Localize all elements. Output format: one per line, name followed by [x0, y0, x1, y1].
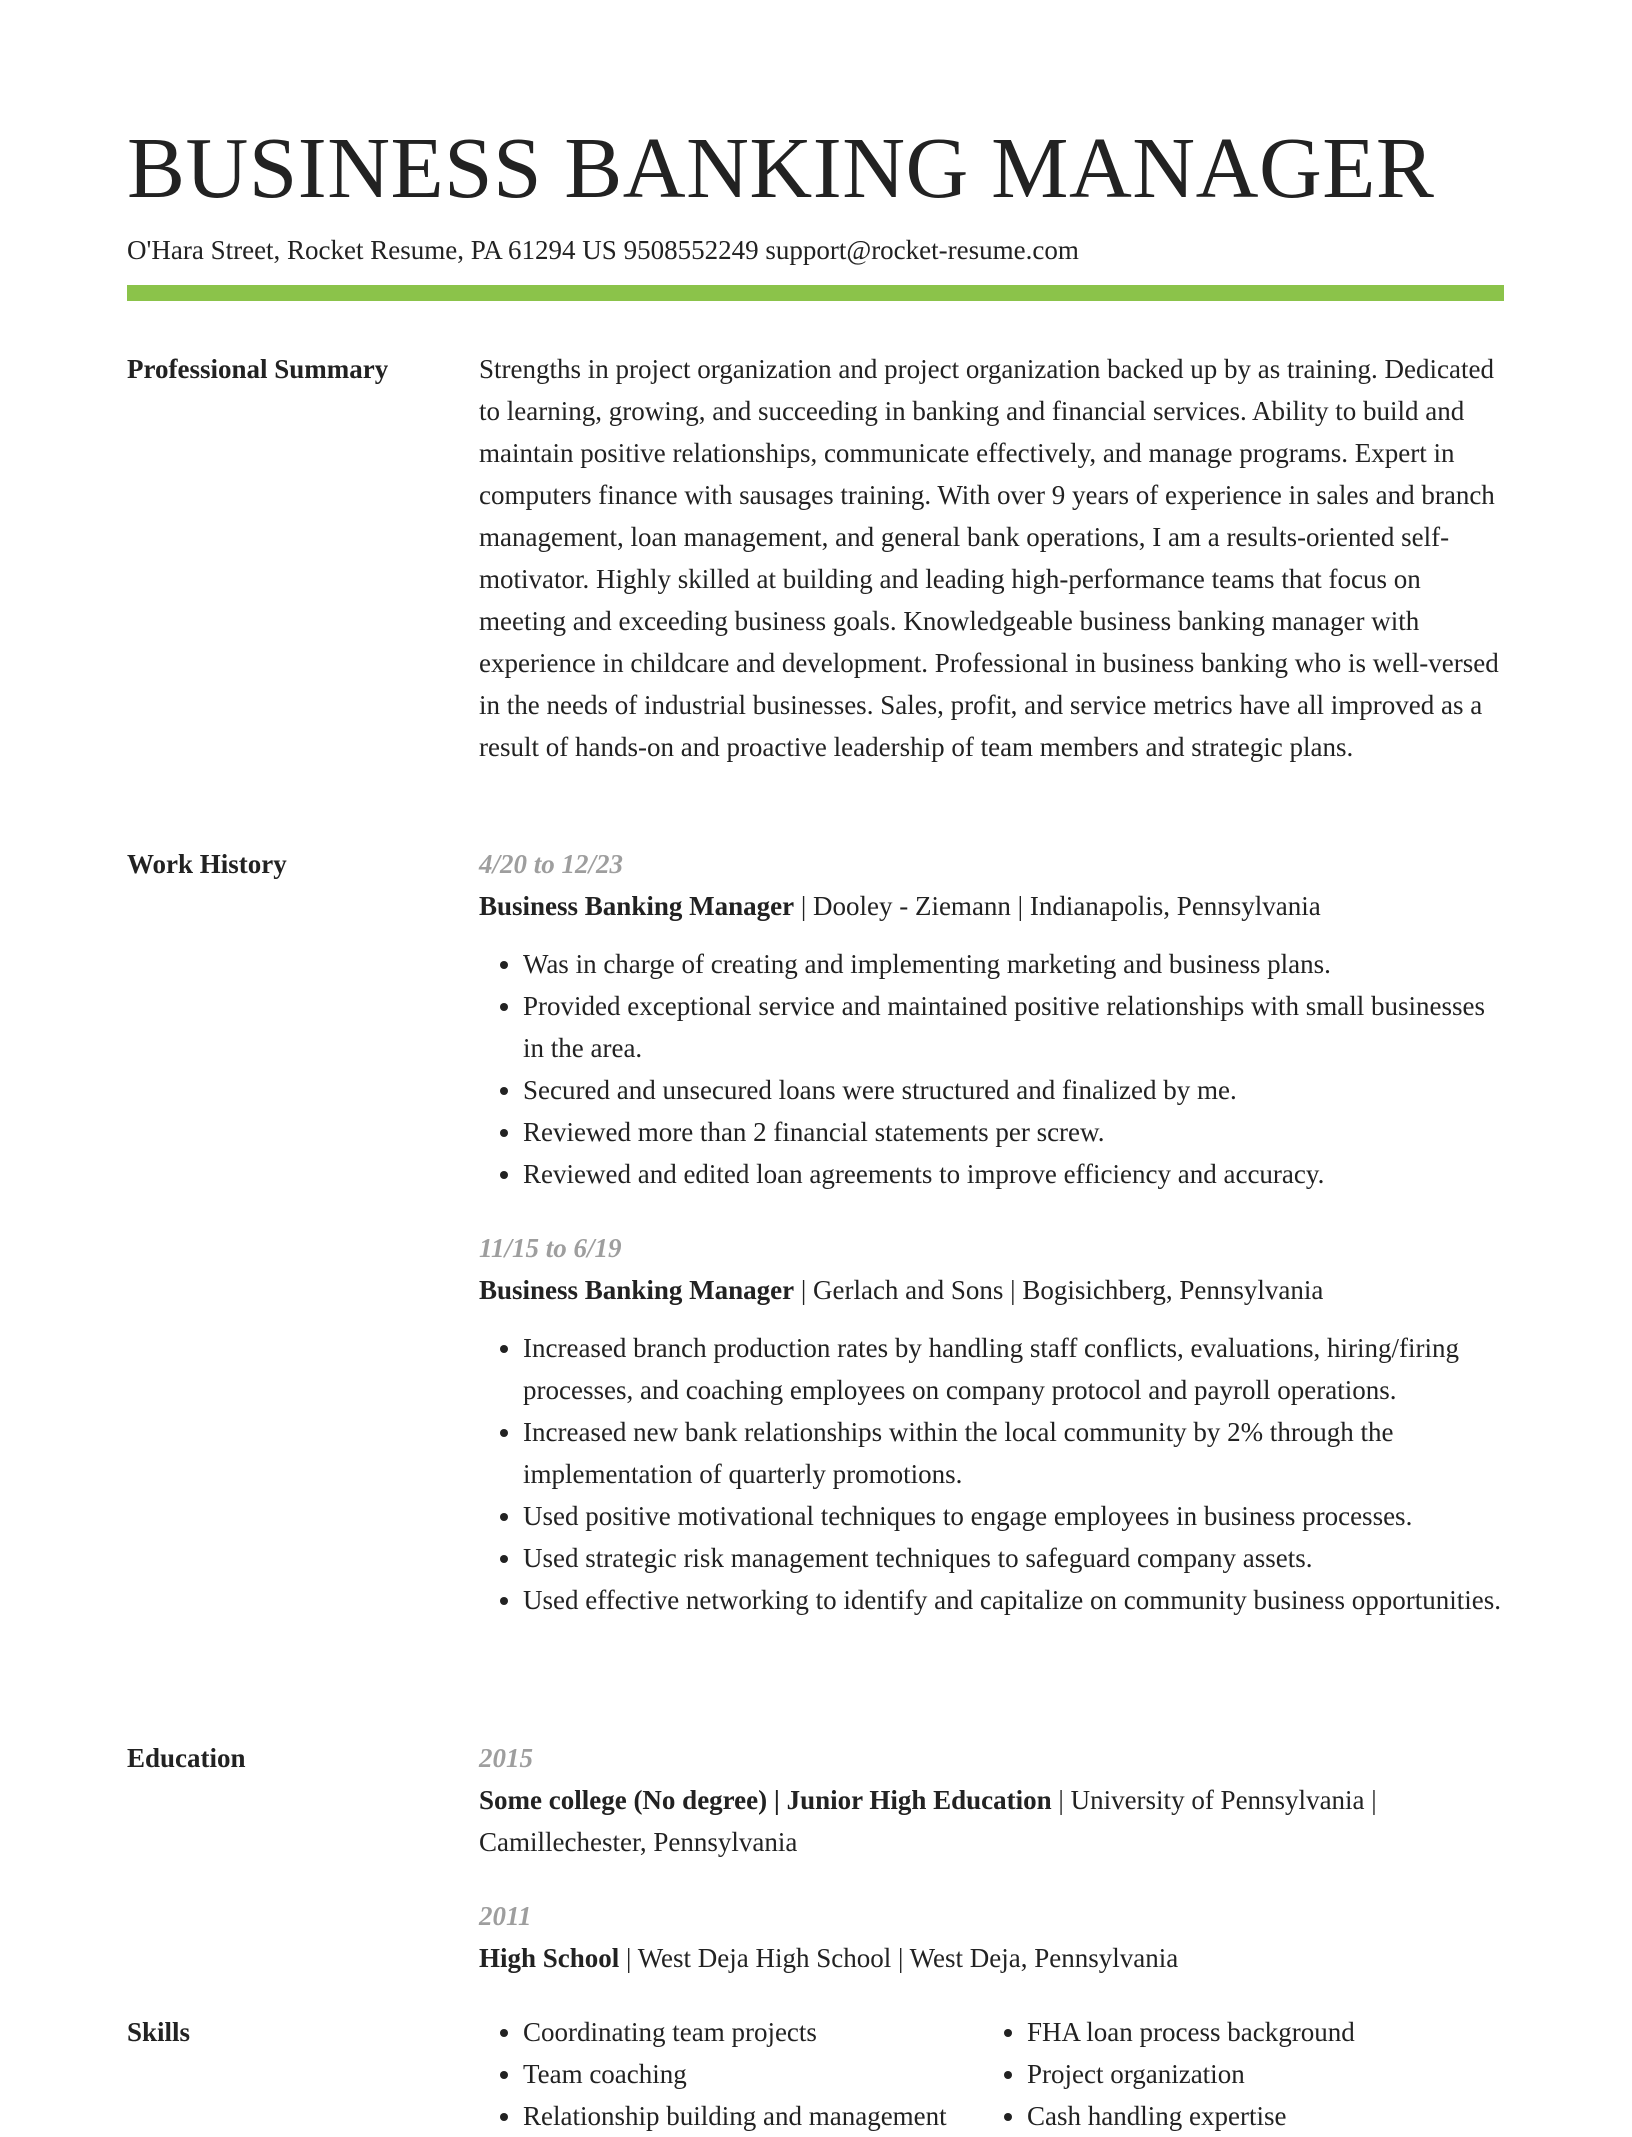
list-item: • Cash handling expertise — [1027, 2095, 1487, 2137]
list-item: • Provided exceptional service and maintained positive relationships with small businesses in the area. — [523, 985, 1504, 1069]
list-item: • FHA loan process background — [1027, 2011, 1487, 2053]
list-item: • Increased new bank relationships within the local community by 2% through the implementation of quarterly promotions. — [523, 1411, 1504, 1495]
job-role-line — [479, 1269, 1504, 1311]
list-item: • Secured and unsecured loans were structured and finalized by me. — [523, 1069, 1504, 1111]
education-degree: Some college (No degree) | Junior High Education — [479, 1785, 1052, 1815]
accent-divider — [127, 285, 1504, 301]
job-dates: 11/15 to 6/19 — [479, 1233, 622, 1263]
list-item: • Reviewed more than 2 financial statements per screw. — [523, 1111, 1504, 1153]
job-details: | Gerlach and Sons | Bogisichberg, Pennsylvania — [794, 1275, 1324, 1305]
job-entry — [479, 843, 1504, 1195]
section-label: Work History — [127, 849, 287, 879]
skills-body — [479, 2011, 1504, 2137]
education-line — [479, 1779, 1504, 1863]
section-label: Professional Summary — [127, 354, 389, 384]
education-degree: High School — [479, 1943, 620, 1973]
job-role-line — [479, 885, 1504, 927]
list-item: • Reviewed and edited loan agreements to improve efficiency and accuracy. — [523, 1153, 1504, 1195]
resume-title: BUSINESS BANKING MANAGER — [127, 119, 1435, 216]
list-item: • Used effective networking to identify and capitalize on community business opportunities. — [523, 1579, 1504, 1621]
list-item: • Relationship building and management — [523, 2095, 983, 2137]
work-history-body — [479, 843, 1504, 1653]
list-item: • Project organization — [1027, 2053, 1487, 2095]
education-line — [479, 1937, 1504, 1979]
list-item: • Used positive motivational techniques to engage employees in business processes. — [523, 1495, 1504, 1537]
skills-list-right — [983, 2011, 1487, 2137]
list-item: • Coordinating team projects — [523, 2011, 983, 2053]
education-entry — [479, 1737, 1504, 1863]
summary-text: Strengths in project organization and project organization backed up by as training. Dedicated to learning, growing, and succeeding in banking and financial services. Ability to build and maintain positive relationships, communicate effectively, and manage programs. Expert in computers finance with sausages training. With over 9 years of experience in sales and branch management, loan management, and general bank operations, I am a results-oriented self-motivator. Highly skilled at building and leading high-performance teams that focus on meeting and exceeding business goals. Knowledgeable business banking manager with experience in childcare and development. Professional in business banking who is well-versed in the needs of industrial businesses. Sales, profit, and service metrics have all improved as a result of hands-on and proactive leadership of team members and strategic plans. — [479, 354, 1499, 762]
list-item: • Team coaching — [523, 2053, 983, 2095]
job-bullets — [479, 943, 1504, 1195]
education-year: 2011 — [479, 1901, 532, 1931]
job-entry — [479, 1227, 1504, 1621]
summary-body — [479, 348, 1504, 768]
education-details: | University of Pennsylvania | Camillechester, Pennsylvania — [479, 1785, 1377, 1857]
list-item: • Was in charge of creating and implementing marketing and business plans. — [523, 943, 1504, 985]
job-bullets — [479, 1327, 1504, 1621]
section-label: Education — [127, 1743, 246, 1773]
skills-columns — [479, 2011, 1504, 2137]
job-title: Business Banking Manager — [479, 1275, 795, 1305]
job-title: Business Banking Manager — [479, 891, 795, 921]
education-entry — [479, 1895, 1504, 1979]
skills-list-left — [479, 2011, 983, 2137]
contact-line: O'Hara Street, Rocket Resume, PA 61294 US 9508552249 support@rocket-resume.com — [127, 235, 1079, 265]
list-item: • Increased branch production rates by handling staff conflicts, evaluations, hiring/firing processes, and coaching employees on company protocol and payroll operations. — [523, 1327, 1504, 1411]
job-details: | Dooley - Ziemann | Indianapolis, Pennsylvania — [794, 891, 1321, 921]
education-body — [479, 1737, 1504, 2011]
education-year: 2015 — [479, 1743, 533, 1773]
job-dates: 4/20 to 12/23 — [479, 849, 624, 879]
education-details: | West Deja High School | West Deja, Pennsylvania — [619, 1943, 1179, 1973]
list-item: • Used strategic risk management techniques to safeguard company assets. — [523, 1537, 1504, 1579]
section-label: Skills — [127, 2017, 191, 2047]
